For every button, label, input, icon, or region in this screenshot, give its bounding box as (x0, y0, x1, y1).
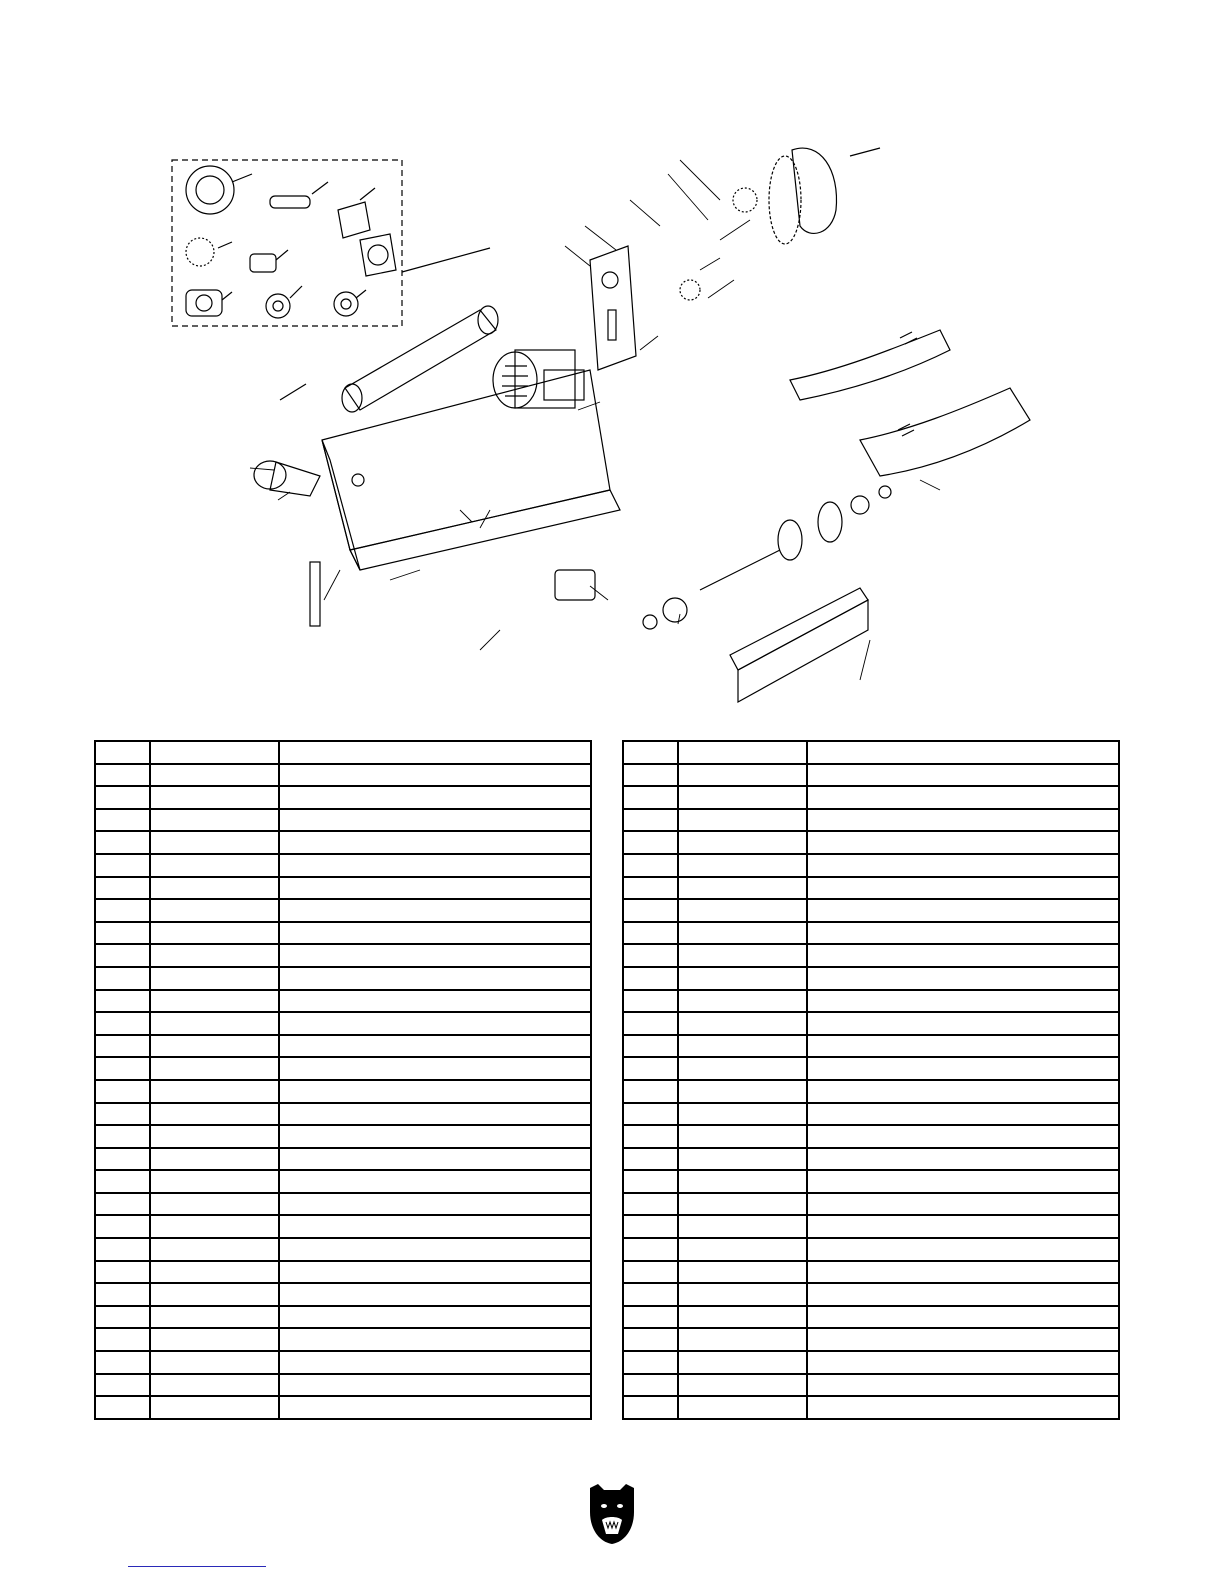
table-cell (807, 1125, 1119, 1148)
table-row (95, 1170, 591, 1193)
table-cell (279, 1215, 591, 1238)
table-cell (623, 786, 678, 809)
table-cell (678, 990, 807, 1013)
table-cell (807, 1328, 1119, 1351)
height-crank (254, 461, 320, 496)
table-header-cell (623, 741, 678, 764)
table-cell (623, 877, 678, 900)
table-cell (95, 1261, 150, 1284)
table-cell (678, 1283, 807, 1306)
table-cell (623, 1283, 678, 1306)
table-cell (807, 944, 1119, 967)
table-cell (279, 877, 591, 900)
table-cell (150, 1374, 279, 1397)
table-row (95, 1057, 591, 1080)
table-cell (807, 1012, 1119, 1035)
table-cell (150, 1261, 279, 1284)
conveyor-belts (790, 330, 1030, 476)
table-cell (95, 1215, 150, 1238)
table-row (623, 1215, 1119, 1238)
motor-plate (590, 246, 636, 370)
table-cell (678, 1328, 807, 1351)
table-cell (807, 1396, 1119, 1419)
table-row (623, 1306, 1119, 1329)
table-row (95, 944, 591, 967)
table-cell (623, 1170, 678, 1193)
table-cell (807, 1057, 1119, 1080)
table-cell (678, 922, 807, 945)
table-cell (150, 809, 279, 832)
table-row (95, 1035, 591, 1058)
table-cell (623, 1306, 678, 1329)
table-row (95, 1283, 591, 1306)
table-cell (678, 1193, 807, 1216)
table-row (623, 809, 1119, 832)
table-row (623, 1080, 1119, 1103)
table-cell (95, 786, 150, 809)
parts-table-right (622, 740, 1120, 1420)
table-row (95, 786, 591, 809)
table-cell (807, 1170, 1119, 1193)
table-cell (279, 1328, 591, 1351)
table-cell (150, 1035, 279, 1058)
table-cell (150, 1193, 279, 1216)
table-cell (150, 1012, 279, 1035)
table-cell (279, 1035, 591, 1058)
table-cell (279, 1148, 591, 1171)
table-cell (279, 922, 591, 945)
table-cell (150, 1125, 279, 1148)
table-cell (150, 1238, 279, 1261)
table-cell (678, 1080, 807, 1103)
table-cell (150, 1215, 279, 1238)
motor-parts-inset (186, 166, 396, 318)
table-row (95, 831, 591, 854)
table-cell (807, 809, 1119, 832)
table-cell (279, 967, 591, 990)
table-cell (95, 1328, 150, 1351)
table-cell (807, 786, 1119, 809)
table-row (623, 1057, 1119, 1080)
table-cell (623, 1238, 678, 1261)
table-cell (807, 1215, 1119, 1238)
table-cell (807, 877, 1119, 900)
table-row (95, 1080, 591, 1103)
table-cell (95, 1057, 150, 1080)
table-cell (279, 944, 591, 967)
table-cell (150, 854, 279, 877)
table-cell (279, 1396, 591, 1419)
table-cell (150, 786, 279, 809)
leader-lines (250, 160, 940, 680)
table-row (623, 1148, 1119, 1171)
table-cell (678, 1125, 807, 1148)
table-cell (150, 922, 279, 945)
table-row (623, 1103, 1119, 1126)
table-cell (279, 1193, 591, 1216)
table-cell (623, 1328, 678, 1351)
table-cell (150, 990, 279, 1013)
table-cell (807, 1374, 1119, 1397)
table-cell (623, 1148, 678, 1171)
table-cell (678, 944, 807, 967)
table-cell (678, 1170, 807, 1193)
table-cell (95, 1103, 150, 1126)
table-cell (150, 1080, 279, 1103)
table-cell (279, 786, 591, 809)
table-row (623, 1238, 1119, 1261)
table-cell (95, 831, 150, 854)
table-cell (150, 764, 279, 787)
chain-guard (792, 148, 880, 233)
table-row (623, 877, 1119, 900)
table-row (623, 854, 1119, 877)
table-cell (150, 1170, 279, 1193)
table-cell (623, 1103, 678, 1126)
table-cell (807, 1035, 1119, 1058)
table-row (623, 786, 1119, 809)
table-cell (623, 1125, 678, 1148)
table-cell (807, 831, 1119, 854)
table-cell (623, 809, 678, 832)
table-row (95, 1351, 591, 1374)
table-header-cell (678, 741, 807, 764)
table-header-cell (279, 741, 591, 764)
table-row (623, 1125, 1119, 1148)
table-cell (279, 1374, 591, 1397)
table-cell (678, 786, 807, 809)
table-cell (279, 1103, 591, 1126)
switch (555, 570, 595, 600)
table-cell (150, 1306, 279, 1329)
table-row (623, 1012, 1119, 1035)
table-cell (95, 1374, 150, 1397)
table-cell (807, 1148, 1119, 1171)
table-cell (678, 1215, 807, 1238)
table-cell (623, 1080, 678, 1103)
table-cell (279, 854, 591, 877)
table-row (95, 1012, 591, 1035)
table-cell (95, 1283, 150, 1306)
table-row (95, 854, 591, 877)
table-cell (623, 1396, 678, 1419)
table-cell (678, 1396, 807, 1419)
table-cell (150, 1351, 279, 1374)
table-cell (279, 1012, 591, 1035)
table-cell (95, 1035, 150, 1058)
table-row (95, 1193, 591, 1216)
table-cell (807, 1351, 1119, 1374)
table-cell (623, 831, 678, 854)
table-cell (95, 1193, 150, 1216)
table-cell (807, 1283, 1119, 1306)
table-cell (678, 877, 807, 900)
table-row (623, 1374, 1119, 1397)
table-cell (95, 764, 150, 787)
table-header-cell (150, 741, 279, 764)
table-cell (279, 809, 591, 832)
table-cell (623, 1374, 678, 1397)
table-cell (279, 1080, 591, 1103)
table-cell (95, 944, 150, 967)
table-row (623, 1261, 1119, 1284)
table-cell (678, 854, 807, 877)
table-row (623, 922, 1119, 945)
table-row (623, 1351, 1119, 1374)
table-cell (623, 1261, 678, 1284)
table-cell (279, 831, 591, 854)
table-cell (150, 967, 279, 990)
table-cell (807, 764, 1119, 787)
table-cell (150, 1148, 279, 1171)
side-panel (730, 588, 868, 702)
table-cell (678, 967, 807, 990)
table-cell (623, 854, 678, 877)
table-row (623, 831, 1119, 854)
table-cell (807, 967, 1119, 990)
table-cell (150, 1057, 279, 1080)
table-row (95, 899, 591, 922)
table-row (95, 922, 591, 945)
table-cell (150, 877, 279, 900)
table-cell (678, 1238, 807, 1261)
table-cell (95, 899, 150, 922)
parts-table-left (94, 740, 592, 1420)
table-cell (95, 809, 150, 832)
table-row (95, 1148, 591, 1171)
parts-table-right-body (623, 741, 1119, 1419)
table-cell (279, 899, 591, 922)
table-row (623, 899, 1119, 922)
table-cell (279, 1283, 591, 1306)
table-cell (279, 764, 591, 787)
motor (493, 350, 584, 408)
table-row (623, 1170, 1119, 1193)
table-cell (95, 1080, 150, 1103)
table-cell (95, 877, 150, 900)
table-row (95, 1306, 591, 1329)
table-row (95, 1396, 591, 1419)
table-cell (678, 1103, 807, 1126)
table-cell (678, 831, 807, 854)
table-row (623, 1283, 1119, 1306)
height-scale (310, 562, 320, 626)
table-cell (95, 922, 150, 945)
table-cell (279, 1057, 591, 1080)
table-cell (95, 1125, 150, 1148)
table-row (95, 1374, 591, 1397)
table-cell (95, 1396, 150, 1419)
table-cell (150, 831, 279, 854)
table-cell (807, 922, 1119, 945)
table-cell (807, 1261, 1119, 1284)
table-cell (95, 967, 150, 990)
table-cell (279, 1261, 591, 1284)
table-cell (95, 1148, 150, 1171)
table-cell (623, 944, 678, 967)
exploded-parts-diagram (160, 130, 1060, 720)
table-cell (678, 1148, 807, 1171)
motor-parts-inset-box (172, 160, 402, 326)
table-cell (95, 854, 150, 877)
table-cell (279, 1125, 591, 1148)
table-row (95, 990, 591, 1013)
table-cell (279, 1238, 591, 1261)
table-row (623, 944, 1119, 967)
table-row (95, 877, 591, 900)
table-cell (678, 1057, 807, 1080)
table-cell (623, 764, 678, 787)
table-cell (623, 1057, 678, 1080)
table-cell (678, 1261, 807, 1284)
table-row (623, 967, 1119, 990)
table-header-row (95, 741, 591, 764)
table-cell (623, 922, 678, 945)
table-cell (95, 1012, 150, 1035)
table-cell (150, 899, 279, 922)
table-cell (678, 764, 807, 787)
table-cell (623, 1351, 678, 1374)
table-cell (150, 1396, 279, 1419)
footer-link[interactable] (128, 1554, 266, 1567)
table-cell (95, 990, 150, 1013)
table-cell (279, 1306, 591, 1329)
table-row (95, 1238, 591, 1261)
table-cell (807, 1080, 1119, 1103)
table-row (95, 1125, 591, 1148)
table-cell (807, 990, 1119, 1013)
table-cell (678, 1012, 807, 1035)
table-cell (807, 1238, 1119, 1261)
table-cell (150, 1283, 279, 1306)
table-cell (807, 899, 1119, 922)
table-cell (678, 1306, 807, 1329)
table-cell (150, 1103, 279, 1126)
table-row (95, 1328, 591, 1351)
table-cell (623, 1035, 678, 1058)
table-row (623, 1035, 1119, 1058)
table-row (95, 1215, 591, 1238)
table-cell (678, 1351, 807, 1374)
table-cell (807, 854, 1119, 877)
table-cell (807, 1193, 1119, 1216)
table-cell (623, 1193, 678, 1216)
table-cell (95, 1238, 150, 1261)
table-header-row (623, 741, 1119, 764)
sanding-drum (280, 306, 498, 412)
table-row (95, 967, 591, 990)
table-cell (279, 990, 591, 1013)
table-cell (678, 1374, 807, 1397)
table-row (95, 1261, 591, 1284)
table-cell (623, 1012, 678, 1035)
table-cell (279, 1351, 591, 1374)
table-row (95, 1103, 591, 1126)
parts-table-left-body (95, 741, 591, 1419)
table-row (623, 1328, 1119, 1351)
table-cell (279, 1170, 591, 1193)
table-cell (95, 1170, 150, 1193)
table-cell (807, 1103, 1119, 1126)
bear-logo-icon (584, 1482, 640, 1546)
table-row (623, 990, 1119, 1013)
table-row (623, 764, 1119, 787)
table-row (623, 1193, 1119, 1216)
table-cell (95, 1306, 150, 1329)
table-cell (623, 899, 678, 922)
table-cell (623, 990, 678, 1013)
table-cell (678, 1035, 807, 1058)
table-row (95, 809, 591, 832)
table-header-cell (95, 741, 150, 764)
table-row (623, 1396, 1119, 1419)
table-cell (807, 1306, 1119, 1329)
table-cell (150, 944, 279, 967)
table-header-cell (807, 741, 1119, 764)
table-cell (678, 809, 807, 832)
table-cell (95, 1351, 150, 1374)
table-cell (623, 1215, 678, 1238)
table-cell (150, 1328, 279, 1351)
table-cell (678, 899, 807, 922)
table-row (95, 764, 591, 787)
table-cell (623, 967, 678, 990)
